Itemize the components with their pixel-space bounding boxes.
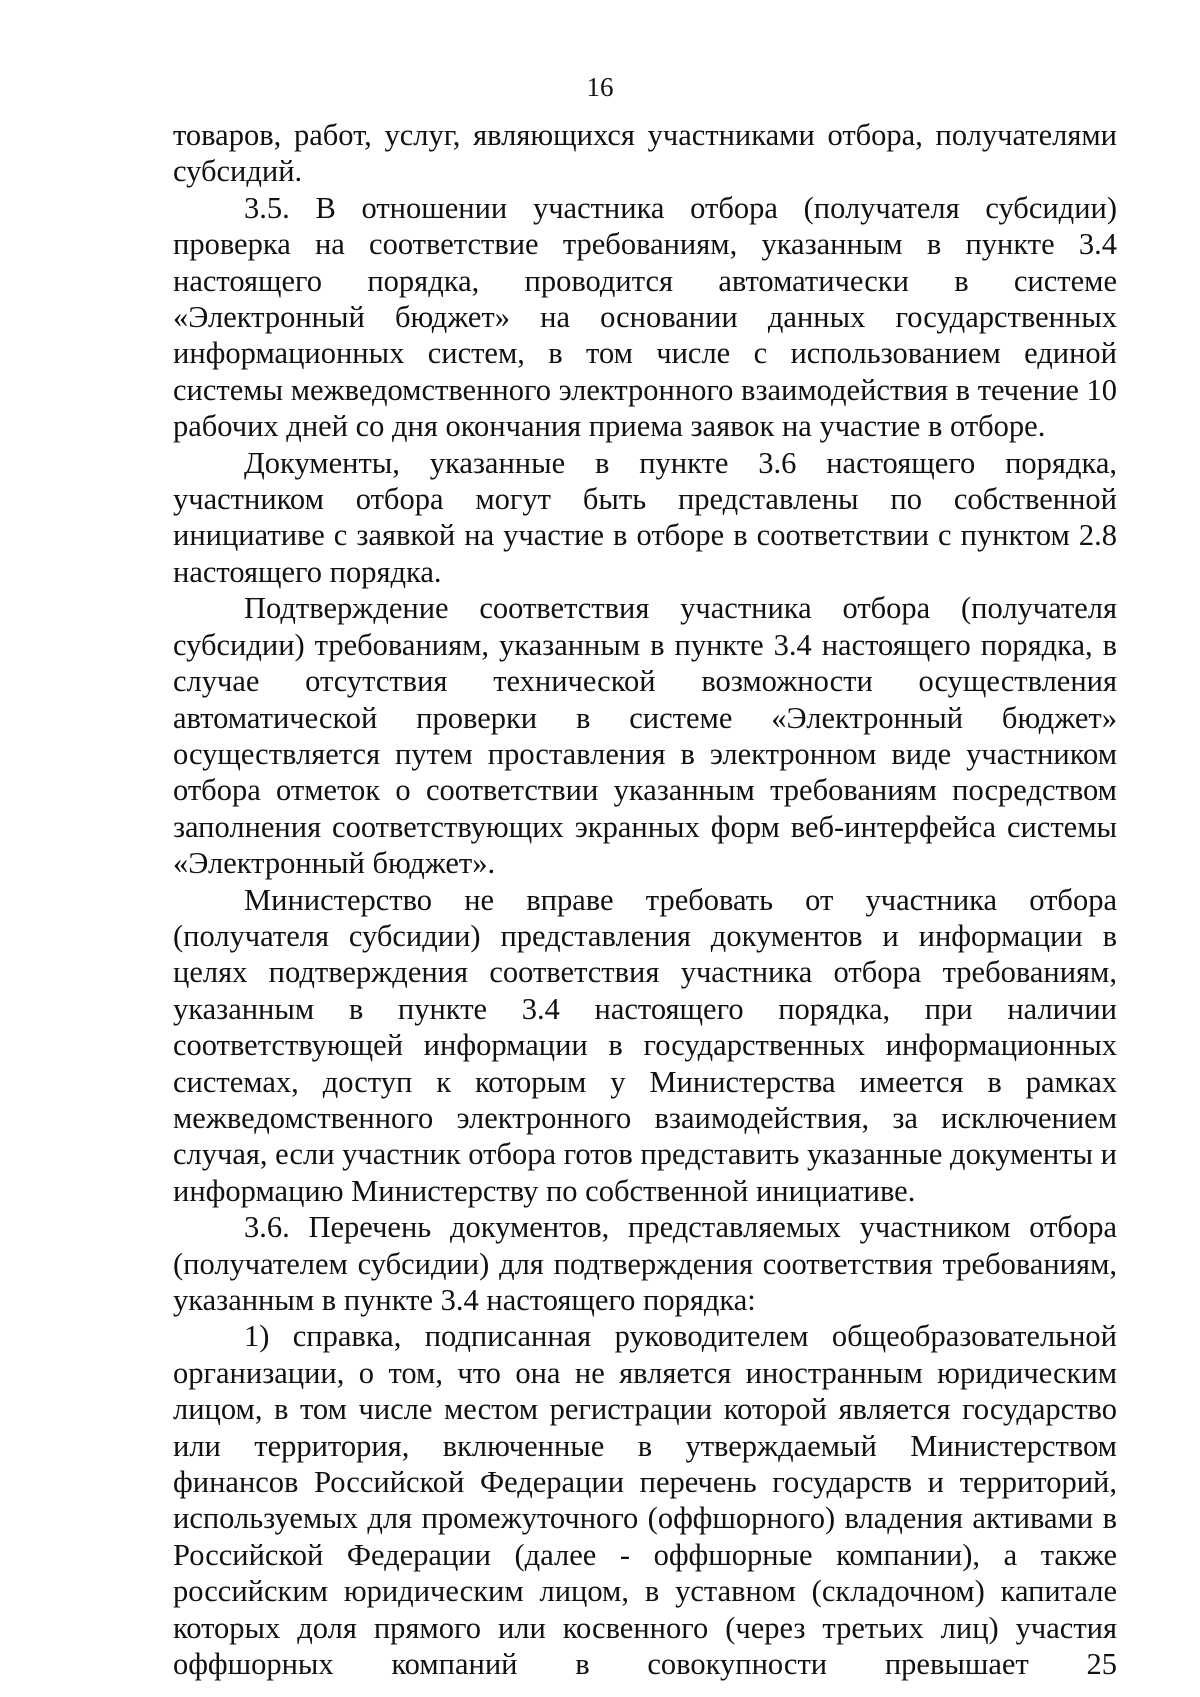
paragraph-continuation: товаров, работ, услуг, являющихся участниками отбора, получателями субсидий. [173, 118, 1117, 189]
paragraph-3-5: 3.5. В отношении участника отбора (получателя субсидии) проверка на соответствие требованиям, указанным в пункте 3.4 настоящего порядка, проводится автоматически в системе «Электронный бюджет» на основании данных государственных информационных систем, в том числе с использованием единой системы межведомственного электронного взаимодействия в течение 10 рабочих дней со дня окончания приема заявок на участие в отборе. [173, 190, 1117, 444]
paragraph-ministry: Министерство не вправе требовать от участника отбора (получателя субсидии) представления документов и информации в целях подтверждения соответствия участника отбора требованиям, указанным в пункте 3.4 настоящего порядка, при наличии соответствующей информации в государственных информационных системах, доступ к которым у Министерства имеется в рамках межведомственного электронного взаимодействия, за исключением случая, если участник отбора готов представить указанные документы и информацию Министерству по собственной инициативе. [173, 882, 1117, 1208]
paragraph-confirmation: Подтверждение соответствия участника отбора (получателя субсидии) требованиям, указанным в пункте 3.4 настоящего порядка, в случае отсутствия технической возможности осуществления автоматической проверки в системе «Электронный бюджет» осуществляется путем проставления в электронном виде участником отбора отметок о соответствии указанным требованиям посредством заполнения соответствующих экранных форм веб-интерфейса системы «Электронный бюджет». [173, 591, 1117, 881]
paragraph-list-item-1: 1) справка, подписанная руководителем общеобразовательной организации, о том, что она не является иностранным юридическим лицом, в том числе местом регистрации которой является государство или территория, включенные в утверждаемый Министерством финансов Российской Федерации перечень государств и территорий, используемых для промежуточного (оффшорного) владения активами в Российской Федерации (далее - оффшорные компании), а также российским юридическим лицом, в уставном (складочном) капитале которых доля прямого или косвенного (через третьих лиц) участия оффшорных компаний в совокупности превышает 25 [173, 1319, 1117, 1682]
paragraph-documents: Документы, указанные в пункте 3.6 настоящего порядка, участником отбора могут быть представлены по собственной инициативе с заявкой на участие в отборе в соответствии с пунктом 2.8 настоящего порядка. [173, 445, 1117, 589]
document-body [173, 117, 1117, 1682]
paragraph-3-6: 3.6. Перечень документов, представляемых участником отбора (получателем субсидии) для подтверждения соответствия требованиям, указанным в пункте 3.4 настоящего порядка: [173, 1210, 1117, 1317]
page-number: 16 [586, 72, 614, 102]
